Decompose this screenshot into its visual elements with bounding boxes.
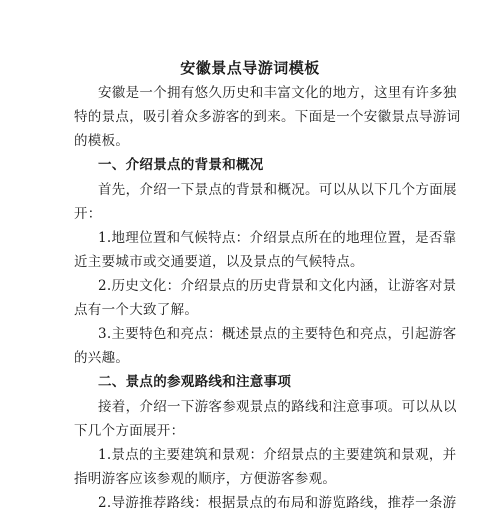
section2-item-1-line-1: 1.景点的主要建筑和景观：介绍景点的主要建筑和景观，并 [98, 447, 457, 463]
section2-lead-line-1: 接着，介绍一下游客参观景点的路线和注意事项。可以从以 [98, 399, 457, 415]
section2-item-2-line-1: 2.导游推荐路线：根据景点的布局和游览路线，推荐一条游 [98, 495, 457, 511]
section1-item-3-line-1: 3.主要特色和亮点：概述景点的主要特色和亮点，引起游客 [98, 326, 457, 342]
section1-item-2-line-1: 2.历史文化：介绍景点的历史背景和文化内涵，让游客对景 [98, 278, 457, 294]
section1-lead-line-1: 首先，介绍一下景点的背景和概况。可以从以下几个方面展 [98, 182, 457, 198]
section1-item-3-line-2: 的兴趣。 [74, 350, 130, 366]
section1-item-2-line-2: 点有一个大致了解。 [74, 302, 199, 318]
intro-line-3: 的模板。 [74, 133, 130, 149]
section1-item-1-line-2: 近主要城市或交通要道，以及景点的气候特点。 [74, 254, 364, 270]
document-title: 安徽景点导游词模板 [180, 59, 320, 77]
intro-line-2: 特的景点，吸引着众多游客的到来。下面是一个安徽景点导游词 [74, 109, 461, 125]
section-heading-1: 一、介绍景点的背景和概况 [98, 157, 264, 173]
intro-line-1: 安徽是一个拥有悠久历史和丰富文化的地方，这里有许多独 [98, 85, 457, 101]
section1-item-1-line-1: 1.地理位置和气候特点：介绍景点所在的地理位置，是否靠 [98, 230, 457, 246]
section2-lead-line-2: 下几个方面展开： [74, 423, 185, 439]
section1-lead-line-2: 开： [74, 206, 102, 222]
section2-item-1-line-2: 指明游客应该参观的顺序，方便游客参观。 [74, 471, 337, 487]
section-heading-2: 二、景点的参观路线和注意事项 [98, 374, 292, 390]
